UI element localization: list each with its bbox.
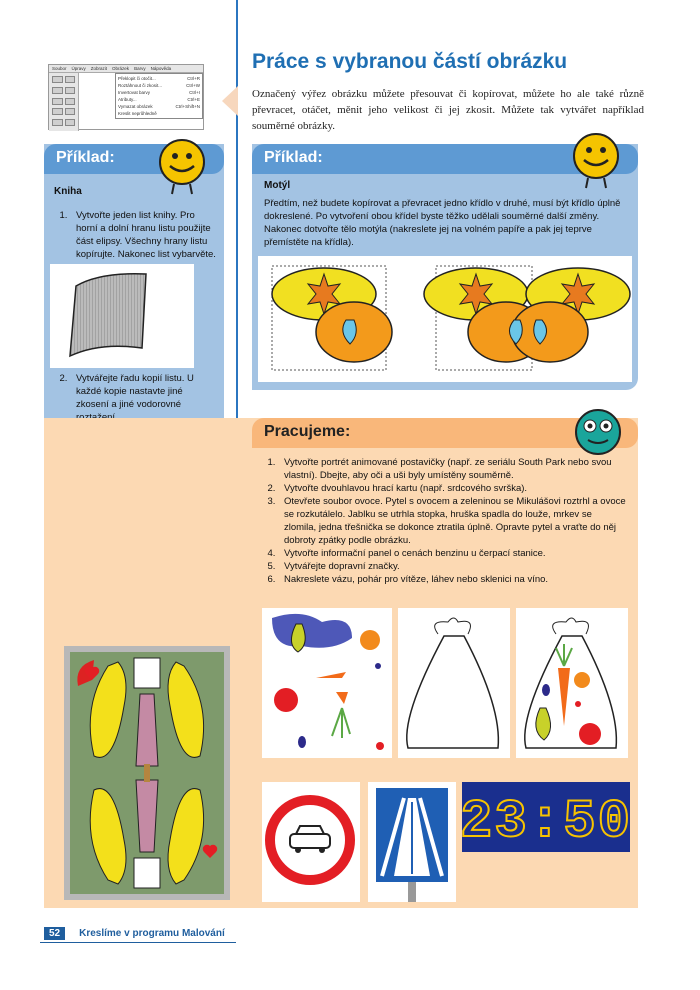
work-header: Pracujeme:	[252, 418, 638, 448]
pointer-arrow	[222, 86, 238, 116]
list-item: 6. Nakreslete vázu, pohár pro vítěze, láhev nebo sklenici na víno.	[278, 573, 626, 586]
dropdown-item[interactable]: Překlopit či otočit... Ctrl+R	[118, 76, 200, 81]
dropdown-item[interactable]: Roztáhnout či zkosit... Ctrl+W	[118, 83, 200, 88]
page-title: Práce s vybranou částí obrázku	[252, 50, 568, 73]
book-steps	[54, 209, 216, 261]
menu-item[interactable]: Barvy	[134, 66, 146, 71]
fruit-scattered-image	[262, 608, 392, 758]
book-page-image	[50, 264, 194, 368]
butterfly-text: Předtím, než budete kopírovat a převracet jedno křídlo v druhé, musí být křídlo úplně dokreslené. Po vytvoření obou křídel byste těžko udělali souměrné další změny. Nakonec dotvořte tělo motýla (nakreslete jej na volném papíře a pak jej teprve přemístěte na křídla).	[264, 198, 621, 248]
menu-item[interactable]: Úpravy	[71, 66, 86, 71]
list-item: 1. Vytvořte portrét animované postavičky (např. ze seriálu South Park nebo svou vlastní). Dbejte, aby oči a uši byly umístěny souměrně.	[278, 456, 626, 482]
filled-sack-image	[516, 608, 628, 758]
image-menu-dropdown	[115, 73, 203, 119]
left-wing-selection	[272, 266, 392, 370]
dropdown-item[interactable]: Invertovat barvy Ctrl+I	[118, 90, 200, 95]
menu-bar	[49, 65, 203, 73]
list-item: 1. Vytvořte jeden list knihy. Pro horní a dolní hranu listu použijte část elipsy. Všechny hrany listu kopírujte. Nakonec list vybarvěte.	[70, 209, 216, 261]
footer	[44, 927, 225, 940]
example-header: Příklad:	[44, 144, 224, 174]
empty-sack-image	[398, 608, 510, 758]
menu-item[interactable]: Zobrazit	[90, 66, 108, 71]
smiley-icon	[570, 132, 622, 192]
list-item: 2. Vytvořte dvouhlavou hrací kartu (např. srdcového svrška).	[278, 482, 626, 495]
no-cars-sign-image	[262, 782, 360, 902]
motorway-sign-image	[368, 782, 456, 902]
dropdown-item[interactable]: Kreslit neprůhledně	[118, 111, 157, 116]
dropdown-item[interactable]: Vymazat obrázek Ctrl+Shift+N	[118, 104, 200, 109]
clock-display: 23:50	[462, 792, 630, 852]
digital-clock-image	[462, 782, 630, 852]
example-header: Příklad:	[252, 144, 638, 174]
toolbox	[49, 73, 79, 131]
work-steps	[262, 456, 626, 586]
list-item: 2. Vytvářejte řadu kopií listu. U každé kopie nastavte jiné zkosení a jiné vodorovné	[70, 372, 218, 424]
dropdown-item[interactable]: Atributy... Ctrl+E	[118, 97, 200, 102]
menu-item[interactable]: Nápověda	[150, 66, 172, 71]
menu-item[interactable]: Obrázek	[112, 66, 130, 71]
page-number: 52	[44, 927, 65, 940]
intro-text: Označený výřez obrázku můžete přesouvat či kopírovat, můžete ho ale také různě převracet, otáčet, měnit jeho velikost či jej zkosit. Můžete tak vytvářet například souměrné obrázky.	[252, 88, 644, 132]
smiley-icon	[156, 138, 208, 198]
butterfly-image	[258, 256, 632, 382]
list-item: 3. Otevřete soubor ovoce. Pytel s ovocem a zeleninou se Mikulášovi roztrhl a ovoce se rozkutálelo. Jablku se utrhla stopka, hruška spadla do louže, mrkev se zlomila, jedna třešnička se dokonce ztratila úplně. Opravte pytel a vraťte do něj dobroty zpátky podle obrázku.	[278, 495, 626, 547]
footer-text: Kreslíme v programu Malování	[79, 928, 225, 939]
green-smiley-icon	[572, 406, 624, 462]
list-item: 5. Vytvářejte dopravní značky.	[278, 560, 626, 573]
footer-line	[40, 942, 236, 943]
menu-item[interactable]: Soubor	[52, 66, 67, 71]
paint-menu-screenshot	[48, 64, 204, 130]
playing-card-image	[64, 646, 230, 900]
list-item: 4. Vytvořte informační panel o cenách benzinu u čerpací stanice.	[278, 547, 626, 560]
example-subtitle: Motýl	[264, 180, 291, 191]
example-subtitle: Kniha	[54, 186, 82, 197]
